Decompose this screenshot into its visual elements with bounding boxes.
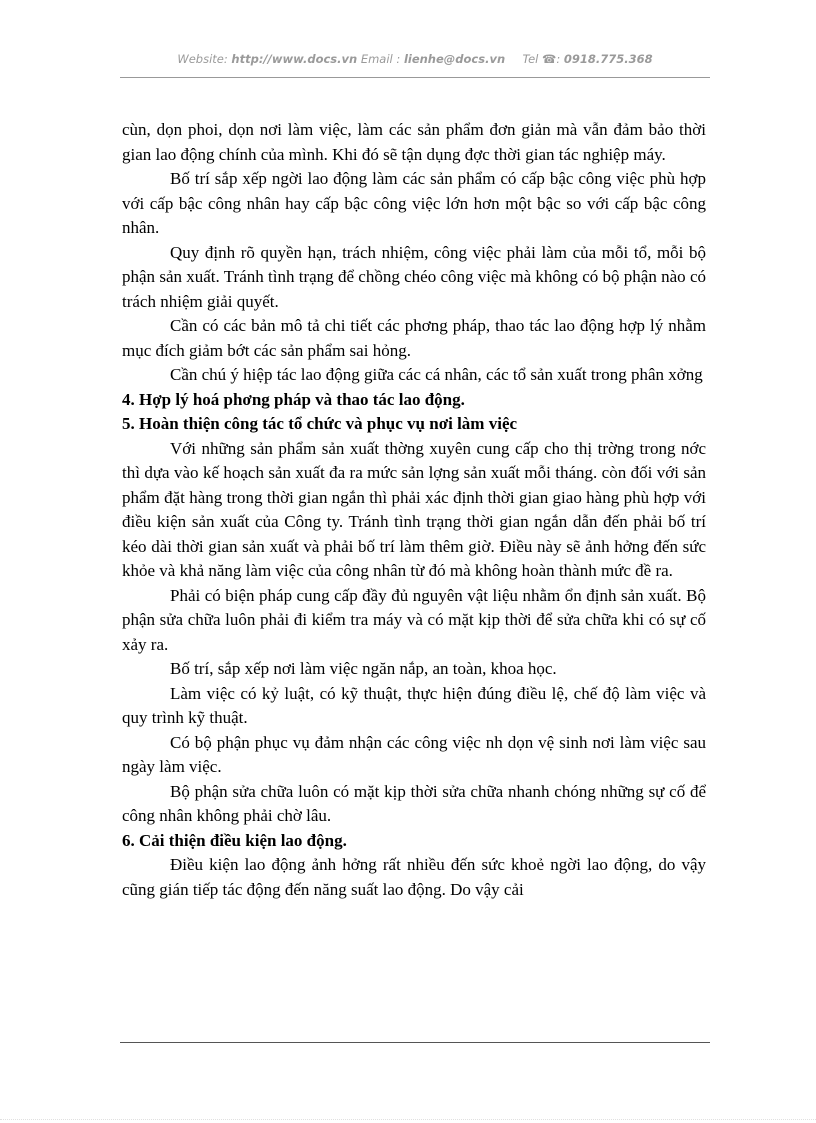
paragraph: Với những sản phẩm sản xuất thờng xuyên cung cấp cho thị trờng trong nớc thì dựa vào kế hoạch sản xuất đa ra mức sản lợng sản xuất mỗi tháng. còn đối với sản phẩm đặt hàng trong thời gian ngắn thì phải xác định thời gian giao hàng phù hợp với điều kiện sản xuất của Công ty. Tránh tình trạng thời gian ngắn dẫn đến phải bố trí kéo dài thời gian sản xuất và phải bố trí làm thêm giờ. Điều này sẽ ảnh hởng đến sức khỏe và khả năng làm việc của công nhân từ đó mà không hoàn thành mức đề ra.	[122, 438, 706, 580]
paragraph: Làm việc có kỷ luật, có kỹ thuật, thực hiện đúng điều lệ, chế độ làm việc và quy trình kỹ thuật.	[122, 683, 706, 727]
page-header	[120, 52, 710, 66]
paragraph: Phải có biện pháp cung cấp đầy đủ nguyên vật liệu nhằm ổn định sản xuất. Bộ phận sửa chữa luôn phải đi kiểm tra máy và có mặt kịp thời để sửa chữa khi có sự cố xảy ra.	[122, 585, 706, 654]
paragraph: cùn, dọn phoi, dọn nơi làm việc, làm các sản phẩm đơn giản mà vẫn đảm bảo thời gian lao động chính của mình. Khi đó sẽ tận dụng đợc thời gian tác nghiệp máy.	[122, 120, 706, 164]
section-heading-5: 5. Hoàn thiện công tác tổ chức và phục vụ nơi làm việc	[122, 414, 518, 433]
paragraph: Điều kiện lao động ảnh hởng rất nhiều đến sức khoẻ ngời lao động, do vậy cũng gián tiếp tác động đến năng suất lao động. Do vậy cải	[122, 855, 706, 899]
paragraph: Bố trí sắp xếp ngời lao động làm các sản phẩm có cấp bậc công việc phù hợp với cấp bậc công nhân hay cấp bậc công việc lớn hơn một bậc so với cấp bậc công nhân.	[122, 169, 706, 237]
paragraph: Có bộ phận phục vụ đảm nhận các công việc nh dọn vệ sinh nơi làm việc sau ngày làm việc.	[122, 732, 706, 776]
website-label: Website:	[177, 52, 228, 66]
tel-label: Tel ☎:	[522, 52, 561, 66]
paragraph: Bố trí, sắp xếp nơi làm việc ngăn nắp, an toàn, khoa học.	[170, 659, 557, 678]
paragraph: Quy định rõ quyền hạn, trách nhiệm, công việc phải làm của mỗi tổ, mỗi bộ phận sản xuất. Tránh tình trạng để chồng chéo công việc mà không có bộ phận nào có trách nhiệm giải quyết.	[122, 242, 706, 311]
paragraph: Cần có các bản mô tả chi tiết các phơng pháp, thao tác lao động hợp lý nhằm mục đích giảm bớt các sản phẩm sai hỏng.	[122, 316, 706, 360]
paragraph: Bộ phận sửa chữa luôn có mặt kịp thời sửa chữa nhanh chóng những sự cố để công nhân không phải chờ lâu.	[122, 781, 706, 825]
page-edge	[0, 1119, 816, 1120]
paragraph: Cần chú ý hiệp tác lao động giữa các cá nhân, các tổ sản xuất trong phân xởng	[170, 365, 703, 384]
footer-divider	[120, 1042, 710, 1043]
email-link[interactable]: lienhe@docs.vn	[403, 52, 506, 66]
tel-number: 0918.775.368	[563, 52, 653, 66]
section-heading-4: 4. Hợp lý hoá phơng pháp và thao tác lao động.	[122, 389, 465, 409]
section-heading-6: 6. Cải thiện điều kiện lao động.	[122, 830, 347, 850]
header-divider	[120, 77, 710, 78]
document-body	[122, 118, 706, 902]
website-link[interactable]: http://www.docs.vn	[231, 52, 358, 66]
email-label: Email :	[360, 52, 401, 66]
